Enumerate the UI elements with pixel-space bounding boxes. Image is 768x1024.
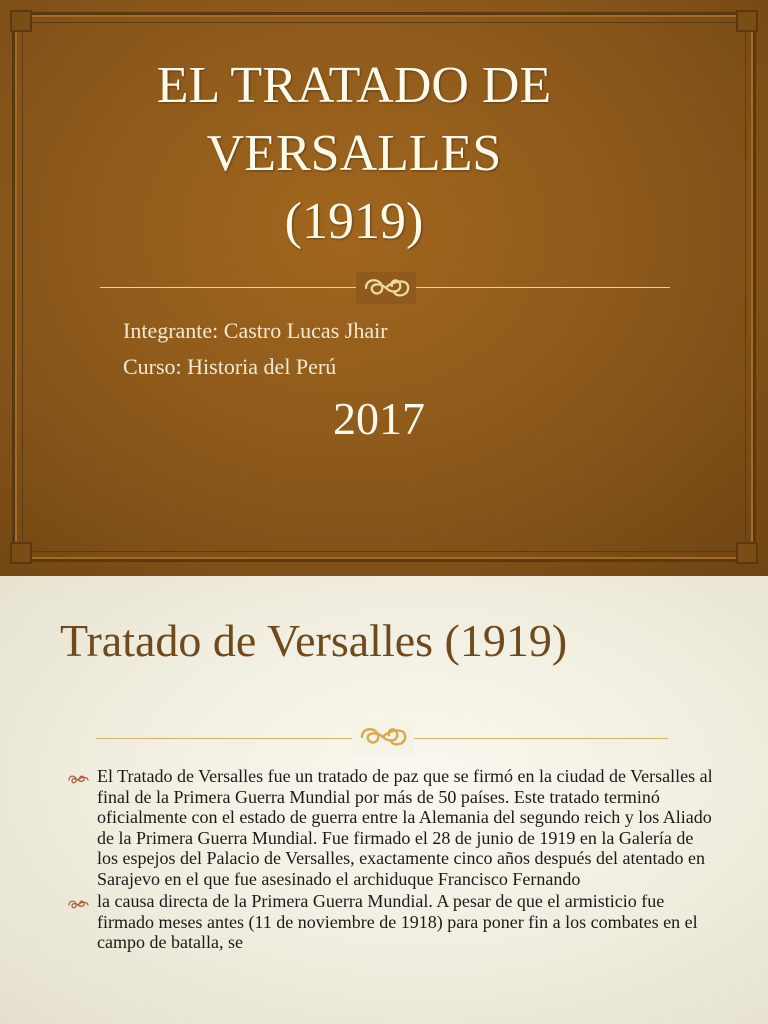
integrante-text: Integrante: Castro Lucas Jhair xyxy=(123,318,388,343)
list-item xyxy=(66,891,716,953)
bullet-text: la causa directa de la Primera Guerra Mundial. A pesar de que el armisticio fue firmado meses antes (11 de noviembre de 1918) para poner fin a los combates en el campo de batalla, se xyxy=(97,891,698,952)
title-line: (1919) xyxy=(284,193,424,250)
title-line: VERSALLES xyxy=(206,125,502,182)
slide-title xyxy=(0,52,708,256)
frame-corner xyxy=(10,10,32,32)
flourish-icon xyxy=(356,272,416,304)
flourish-bullet-icon xyxy=(66,770,90,791)
title-line: EL TRATADO DE xyxy=(156,57,552,114)
flourish-icon xyxy=(352,720,414,754)
flourish-bullet-icon xyxy=(66,895,90,916)
frame-corner xyxy=(736,10,758,32)
frame-corner xyxy=(736,542,758,564)
content-slide xyxy=(0,576,768,1024)
curso-text: Curso: Historia del Perú xyxy=(123,354,337,379)
slide-title: Tratado de Versalles (1919) xyxy=(60,615,568,666)
bullet-list xyxy=(66,766,716,955)
list-item xyxy=(66,766,716,889)
year-text: 2017 xyxy=(333,393,425,444)
bullet-text: El Tratado de Versalles fue un tratado de paz que se firmó en la ciudad de Versalles al final de la Primera Guerra Mundial por más de 50 países. Este tratado terminó oficialmente con el estado de guerra entre la Alemania del segundo reich y los Aliado de la Primera Guerra Mundial. Fue firmado el 28 de junio de 1919 en la Galería de los espejos del Palacio de Versalles, exactamente cinco años después del atentado en Sarajevo en el que fue asesinado el archiduque Francisco Fernando xyxy=(97,766,713,889)
frame-corner xyxy=(10,542,32,564)
